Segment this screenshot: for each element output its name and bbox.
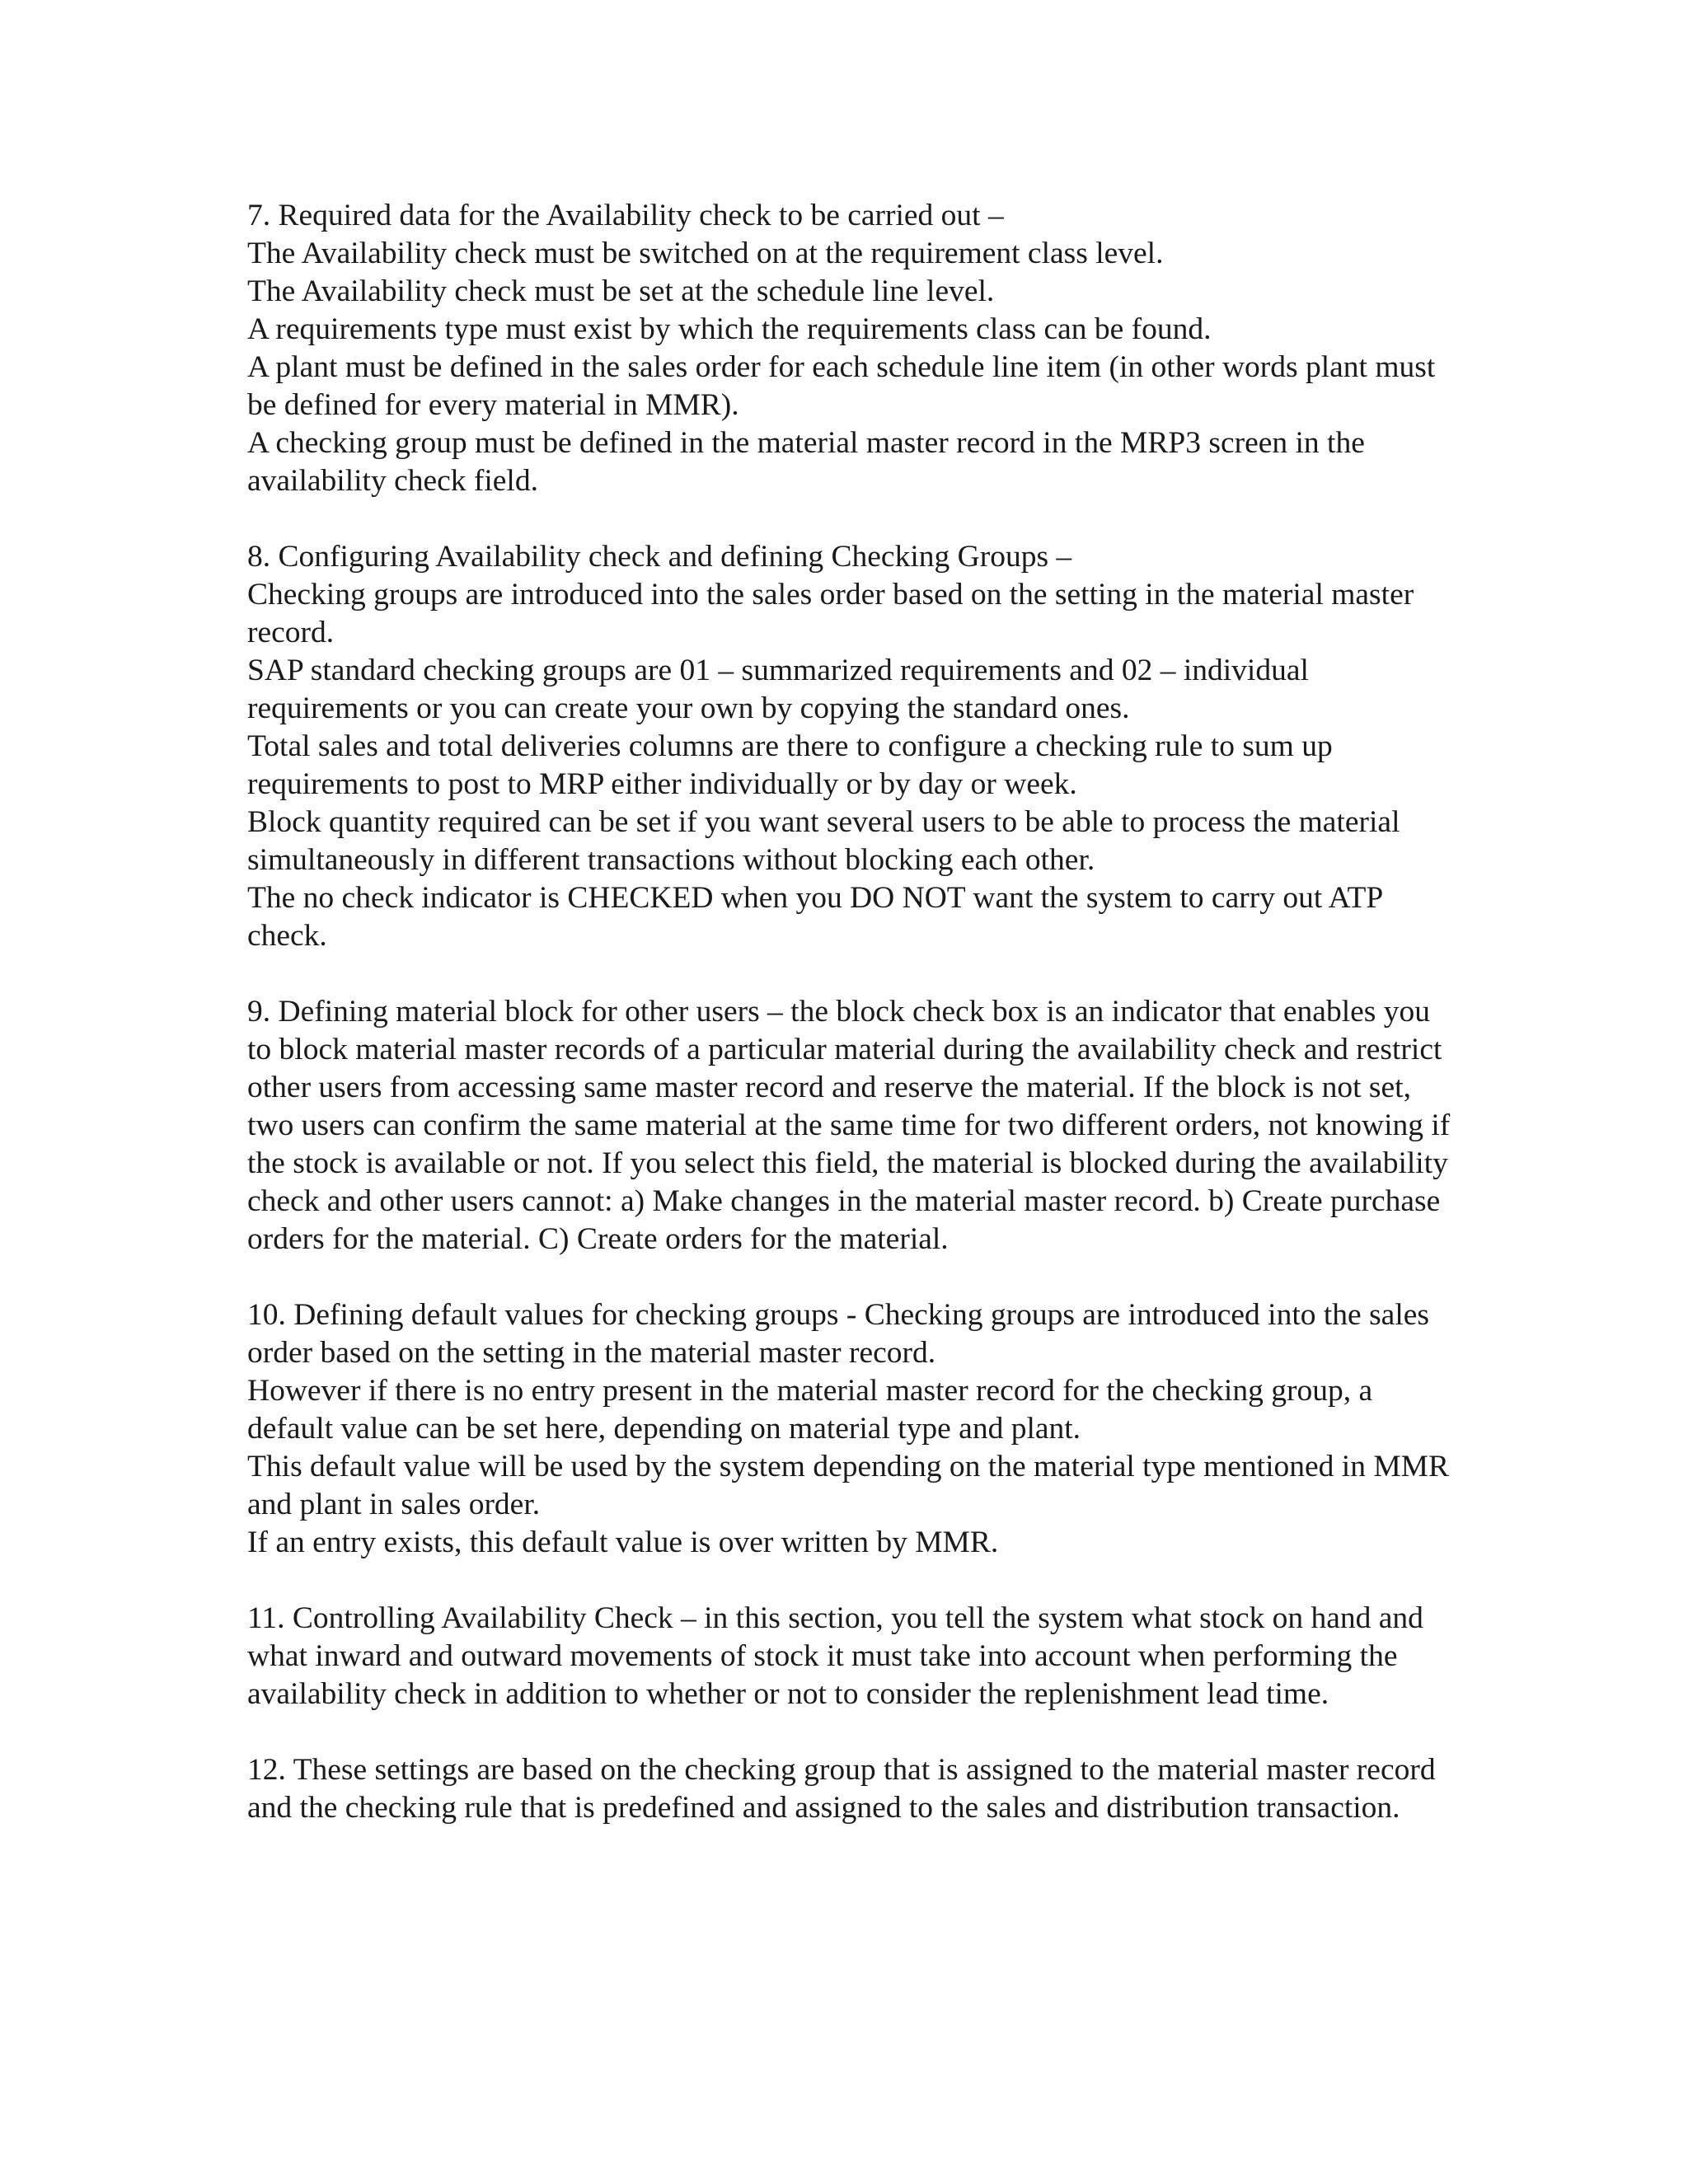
paragraph: 12. These settings are based on the checking group that is assigned to the material master record and the checking rule that is predefined and assigned to the sales and distribution transaction.	[247, 1753, 1436, 1825]
paragraph: If an entry exists, this default value is over written by MMR.	[247, 1526, 999, 1559]
paragraph: The Availability check must be set at the schedule line level.	[247, 274, 995, 308]
paragraph: 11. Controlling Availability Check – in this section, you tell the system what stock on hand and what inward and outward movements of stock it must take into account when performing the availability check in addition to whether or not to consider the replenishment lead time.	[247, 1601, 1423, 1711]
section-8-checking-groups	[247, 538, 1451, 955]
paragraph: 7. Required data for the Availability check to be carried out –	[247, 199, 1004, 232]
paragraph: Checking groups are introduced into the sales order based on the setting in the material master record.	[247, 578, 1414, 649]
section-9-material-block	[247, 993, 1451, 1258]
paragraph: 8. Configuring Availability check and defining Checking Groups –	[247, 540, 1072, 574]
section-10-default-values	[247, 1296, 1451, 1562]
paragraph: This default value will be used by the system depending on the material type mentioned in MMR and plant in sales order.	[247, 1450, 1450, 1521]
document-body	[247, 197, 1451, 1827]
paragraph: However if there is no entry present in the material master record for the checking group, a default value can be set here, depending on material type and plant.	[247, 1374, 1373, 1446]
paragraph: 10. Defining default values for checking groups - Checking groups are introduced into the sales order based on the setting in the material master record.	[247, 1298, 1429, 1370]
section-7-required-data	[247, 197, 1451, 500]
paragraph: The no check indicator is CHECKED when you DO NOT want the system to carry out ATP check.	[247, 881, 1382, 953]
section-11-controlling-availability	[247, 1600, 1451, 1713]
paragraph: The Availability check must be switched on at the requirement class level.	[247, 237, 1164, 270]
paragraph: A plant must be defined in the sales order for each schedule line item (in other words plant must be defined for every material in MMR).	[247, 350, 1436, 422]
paragraph: A checking group must be defined in the material master record in the MRP3 screen in the availability check field.	[247, 426, 1365, 498]
paragraph: Total sales and total deliveries columns are there to configure a checking rule to sum up requirements to post to MRP either individually or by day or week.	[247, 729, 1333, 801]
paragraph: Block quantity required can be set if you want several users to be able to process the material simultaneously in different transactions without blocking each other.	[247, 805, 1400, 877]
paragraph: 9. Defining material block for other users – the block check box is an indicator that enables you to block material master records of a particular material during the availability check and restrict other users from accessing same master record and reserve the material. If the block is not set, two users can confirm the same material at the same time for two different orders, not knowing if the stock is available or not. If you select this field, the material is blocked during the availability check and other users cannot: a) Make changes in the material master record. b) Create purchase orders for the material. C) Create orders for the material.	[247, 995, 1451, 1256]
paragraph: A requirements type must exist by which the requirements class can be found.	[247, 312, 1212, 346]
section-12-settings	[247, 1751, 1451, 1827]
paragraph: SAP standard checking groups are 01 – summarized requirements and 02 – individual requirements or you can create your own by copying the standard ones.	[247, 654, 1309, 725]
